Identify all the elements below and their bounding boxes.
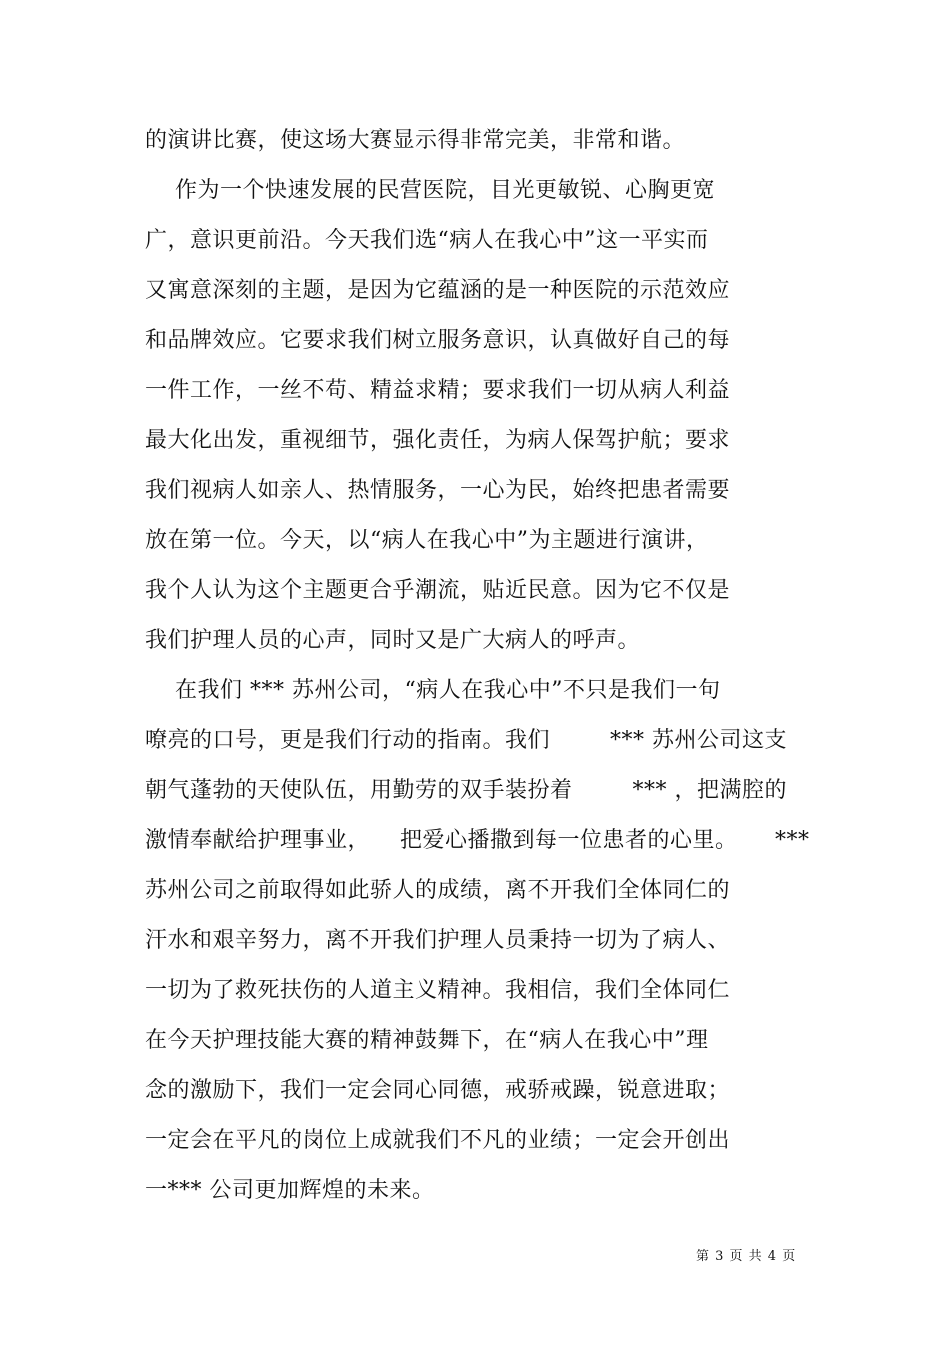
body-text-line: 嘹亮的口号，更是我们行动的指南。我们 *** 苏州公司这支 (145, 728, 787, 753)
body-text-line: 一*** 公司更加辉煌的未来。 (145, 1178, 435, 1203)
body-text-line: 和品牌效应。它要求我们树立服务意识，认真做好自己的每 (145, 328, 731, 353)
body-text-line: 的演讲比赛，使这场大赛显示得非常完美，非常和谐。 (145, 128, 686, 153)
body-text-line: 我们护理人员的心声，同时又是广大病人的呼声。 (145, 628, 641, 653)
body-text-line: 朝气蓬勃的天使队伍，用勤劳的双手装扮着 *** ，把满腔的 (145, 778, 787, 803)
body-text-line: 放在第一位。今天，以“病人在我心中”为主题进行演讲， (145, 528, 709, 553)
body-text-line: 激情奉献给护理事业， 把爱心播撒到每一位患者的心里。 *** (145, 828, 810, 853)
body-text-line: 念的激励下，我们一定会同心同德，戒骄戒躁，锐意进取； (145, 1078, 731, 1103)
body-text-line: 在今天护理技能大赛的精神鼓舞下，在“病人在我心中”理 (145, 1028, 709, 1053)
body-text-line: 最大化出发，重视细节，强化责任，为病人保驾护航；要求 (145, 428, 731, 453)
body-text-line: 又寓意深刻的主题，是因为它蕴涵的是一种医院的示范效应 (145, 278, 731, 303)
body-text-line: 一切为了救死扶伤的人道主义精神。我相信，我们全体同仁 (145, 978, 731, 1003)
body-text-line: 苏州公司之前取得如此骄人的成绩，离不开我们全体同仁的 (145, 878, 731, 903)
page-number-footer: 第 3 页 共 4 页 (696, 1249, 797, 1264)
body-text-line: 一定会在平凡的岗位上成就我们不凡的业绩；一定会开创出 (145, 1128, 731, 1153)
body-text-line: 广，意识更前沿。今天我们选“病人在我心中”这一平实而 (145, 228, 709, 253)
body-text-line: 在我们 *** 苏州公司，“病人在我心中”不只是我们一句 (145, 678, 721, 703)
body-text-line: 我个人认为这个主题更合乎潮流，贴近民意。因为它不仅是 (145, 578, 731, 603)
body-text-line: 一件工作，一丝不苟、精益求精；要求我们一切从病人利益 (145, 378, 731, 403)
body-text-line: 作为一个快速发展的民营医院，目光更敏锐、心胸更宽 (145, 178, 715, 203)
body-text-line: 我们视病人如亲人、热情服务，一心为民，始终把患者需要 (145, 478, 731, 503)
body-text-line: 汗水和艰辛努力，离不开我们护理人员秉持一切为了病人、 (145, 928, 731, 953)
